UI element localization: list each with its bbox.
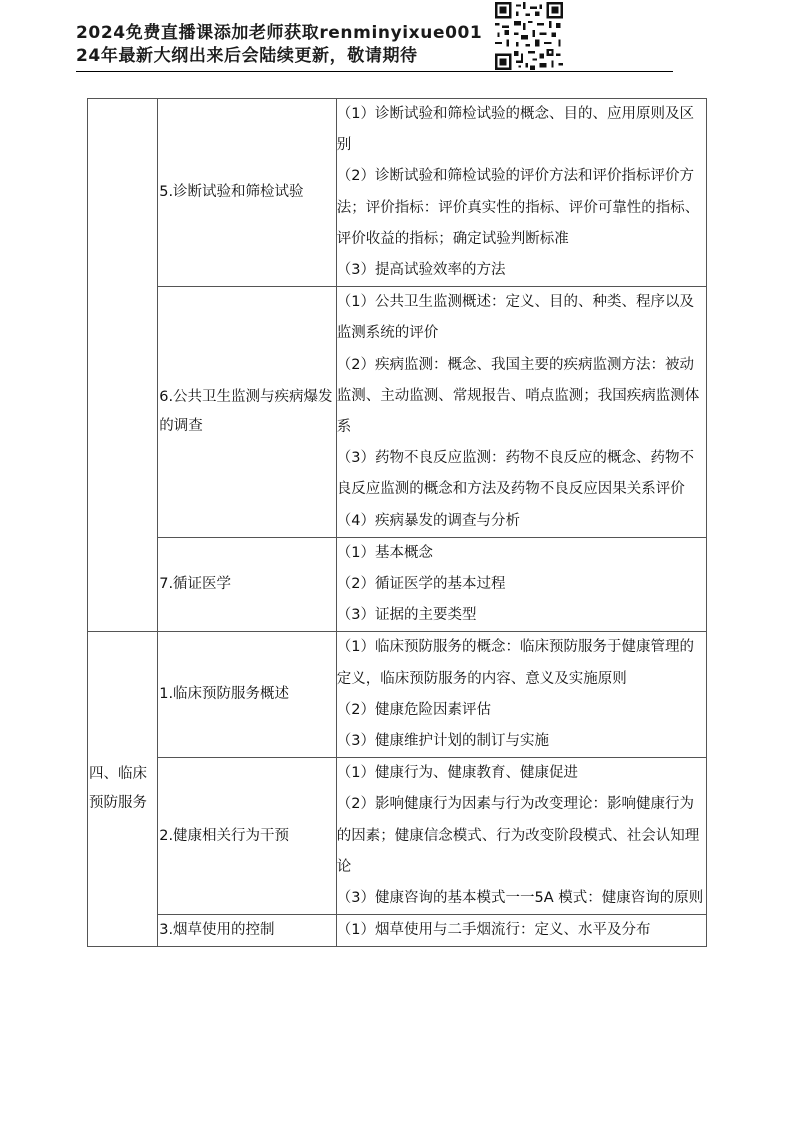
topic-cell: [158, 537, 337, 632]
list-item: （2）健康危险因素评估: [336, 701, 492, 718]
topic-title: 2.健康相关行为干预: [159, 827, 290, 844]
table-row: [88, 632, 707, 758]
unit-cell: [88, 632, 158, 947]
topic-title: 6.公共卫生监测与疾病爆发的调查: [159, 389, 333, 435]
items-cell: [336, 758, 706, 915]
promo-header: [76, 22, 496, 68]
list-item: （3）药物不良反应监测：药物不良反应的概念、药物不良反应监测的概念和方法及药物不良反应因果关系评价: [336, 450, 695, 498]
items-cell: [336, 632, 706, 758]
table-row: [88, 537, 707, 632]
list-item: （1）诊断试验和筛检试验的概念、目的、应用原则及区别: [336, 106, 695, 154]
list-item: （1）烟草使用与二手烟流行：定义、水平及分布: [336, 922, 651, 939]
topic-cell: [158, 99, 337, 287]
list-item: （1）公共卫生监测概述：定义、目的、种类、程序以及监测系统的评价: [336, 294, 695, 342]
unit-title: 四、临床预防服务: [89, 766, 147, 812]
unit-cell-empty: [88, 99, 158, 632]
list-item: （1）健康行为、健康教育、健康促进: [336, 765, 579, 782]
promo-line-2: 24年最新大纲出来后会陆续更新，敬请期待: [76, 46, 418, 66]
topic-title: 7.循证医学: [159, 576, 232, 593]
topic-cell: [158, 758, 337, 915]
qr-code-icon: [495, 2, 563, 70]
topic-title: 5.诊断试验和筛检试验: [159, 184, 304, 201]
list-item: （2）诊断试验和筛检试验的评价方法和评价指标评价方法；评价指标：评价真实性的指标、评价可靠性的指标、评价收益的指标；确定试验判断标准: [336, 168, 700, 247]
items-cell: [336, 537, 706, 632]
topic-title: 1.临床预防服务概述: [159, 686, 290, 703]
list-item: （4）疾病暴发的调查与分析: [336, 512, 521, 529]
items-cell: [336, 99, 706, 287]
list-item: （2）影响健康行为因素与行为改变理论：影响健康行为的因素；健康信念模式、行为改变阶段模式、社会认知理论: [336, 796, 700, 875]
items-cell: [336, 915, 706, 947]
list-item: （2）循证医学的基本过程: [336, 576, 506, 593]
list-item: （3）健康维护计划的制订与实施: [336, 733, 550, 750]
table-row: [88, 287, 707, 538]
list-item: （1）基本概念: [336, 544, 434, 561]
topic-cell: [158, 915, 337, 947]
topic-cell: [158, 287, 337, 538]
list-item: （3）证据的主要类型: [336, 607, 477, 624]
table-row: [88, 758, 707, 915]
table-row: [88, 99, 707, 287]
header-divider: [76, 71, 673, 72]
table-row: [88, 915, 707, 947]
list-item: （2）疾病监测：概念、我国主要的疾病监测方法：被动监测、主动监测、常规报告、哨点监测；我国疾病监测体系: [336, 356, 700, 436]
list-item: （3）提高试验效率的方法: [336, 262, 506, 279]
items-cell: [336, 287, 706, 538]
promo-line-1: 2024免费直播课添加老师获取renminyixue001: [76, 23, 483, 43]
syllabus-table: [87, 98, 707, 947]
topic-title: 3.烟草使用的控制: [159, 922, 275, 939]
list-item: （1）临床预防服务的概念：临床预防服务于健康管理的定义，临床预防服务的内容、意义及实施原则: [336, 639, 695, 687]
list-item: （3）健康咨询的基本模式一一5A 模式：健康咨询的原则: [336, 890, 704, 907]
topic-cell: [158, 632, 337, 758]
